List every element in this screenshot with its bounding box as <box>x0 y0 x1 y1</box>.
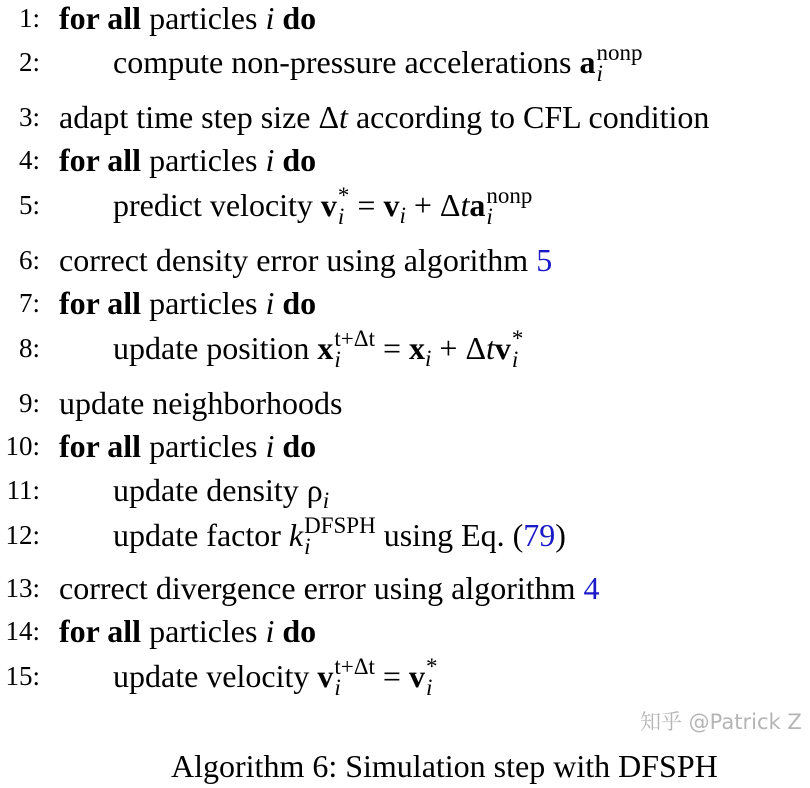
text-segment: for all <box>59 613 142 649</box>
line-text <box>59 383 343 423</box>
math-symbol: x <box>317 330 334 366</box>
math-subsup <box>304 515 376 557</box>
algorithm-line <box>0 40 810 86</box>
reference-link[interactable]: 4 <box>583 570 600 606</box>
text-segment: according to CFL condition <box>347 99 710 135</box>
line-number: 13: <box>5 573 40 603</box>
line-text <box>59 568 600 608</box>
math-subsup <box>512 328 524 370</box>
line-number: 4: <box>18 145 40 175</box>
line-number: 6: <box>18 245 40 275</box>
algorithm-line <box>0 97 810 137</box>
line-number: 8: <box>18 333 40 363</box>
text-segment: do <box>282 0 317 36</box>
text-segment: update neighborhoods <box>59 385 343 421</box>
algorithm-caption: Algorithm 6: Simulation step with DFSPH <box>171 748 718 784</box>
algorithm-line <box>0 183 810 229</box>
subscript: i <box>425 675 433 700</box>
superscript: * <box>337 183 350 208</box>
line-number: 11: <box>6 475 40 505</box>
text-segment: compute non-pressure accelerations <box>113 44 580 80</box>
algorithm-line <box>0 513 810 559</box>
line-text <box>113 42 642 84</box>
line-number: 15: <box>5 661 40 691</box>
text-segment: i <box>265 142 275 178</box>
superscript: nonp <box>596 40 643 65</box>
algorithm-line <box>0 283 810 323</box>
text-segment: i <box>265 613 275 649</box>
superscript: t+Δt <box>334 654 375 679</box>
subscript: i <box>486 204 493 229</box>
algorithm-line <box>0 240 810 280</box>
algorithm-line <box>0 654 810 700</box>
subscript: i <box>425 346 432 371</box>
text-segment: for all <box>59 142 142 178</box>
algorithm-line <box>0 0 810 38</box>
superscript: DFSPH <box>304 513 376 538</box>
line-text <box>59 283 316 323</box>
text-segment: particles <box>141 613 266 649</box>
line-number: 9: <box>18 388 40 418</box>
subscript: i <box>337 204 345 229</box>
text-segment: do <box>282 613 317 649</box>
text-segment: update velocity <box>113 658 318 694</box>
subscript: i <box>334 675 341 700</box>
text-segment: for all <box>59 428 142 464</box>
math-symbol: a <box>469 187 486 223</box>
math-subsup <box>338 185 350 227</box>
text-segment: particles <box>141 428 266 464</box>
text-segment: + Δ <box>405 187 461 223</box>
text-segment: particles <box>141 0 266 36</box>
subscript: i <box>322 488 330 513</box>
line-number: 3: <box>18 102 40 132</box>
line-number: 1: <box>18 3 40 33</box>
math-symbol: v <box>494 330 511 366</box>
text-segment: update factor <box>113 517 289 553</box>
text-segment: + Δ <box>431 330 487 366</box>
algorithm-line <box>0 383 810 423</box>
math-symbol: x <box>409 330 426 366</box>
math-symbol: update density ρ <box>113 472 323 508</box>
text-segment: particles <box>141 142 266 178</box>
math-subsup <box>334 328 375 370</box>
line-text <box>59 240 552 280</box>
math-symbol: v <box>408 658 425 694</box>
math-symbol: v <box>320 187 337 223</box>
text-segment: do <box>282 142 317 178</box>
algorithm-line <box>0 140 810 180</box>
algorithm-line <box>0 611 810 651</box>
text-segment: i <box>265 285 275 321</box>
superscript: t+Δt <box>334 326 375 351</box>
subscript: i <box>596 61 603 86</box>
line-text <box>113 185 532 227</box>
line-text <box>113 515 566 557</box>
line-text <box>59 0 316 38</box>
text-segment: i <box>265 0 275 36</box>
text-segment: ) <box>555 517 566 553</box>
math-subsup <box>426 656 438 698</box>
text-segment: i <box>265 428 275 464</box>
text-segment: = <box>374 330 410 366</box>
algorithm-line <box>0 470 810 513</box>
text-segment: using Eq. ( <box>375 517 524 553</box>
reference-link[interactable]: 79 <box>523 517 556 553</box>
math-symbol: a <box>579 44 596 80</box>
text-segment: t <box>486 330 495 366</box>
text-segment: adapt time step size Δ <box>59 99 340 135</box>
math-symbol: v <box>317 658 334 694</box>
math-symbol: k <box>288 517 304 553</box>
line-text <box>59 97 709 137</box>
superscript: * <box>425 654 438 679</box>
text-segment: do <box>282 285 317 321</box>
superscript: * <box>511 326 524 351</box>
line-text <box>113 470 330 513</box>
subscript: i <box>304 534 311 559</box>
line-text <box>113 328 523 370</box>
algorithm-line <box>0 568 810 608</box>
text-segment: update position <box>113 330 318 366</box>
math-subsup <box>334 656 375 698</box>
line-number: 5: <box>18 190 40 220</box>
text-segment: particles <box>141 285 266 321</box>
line-number: 7: <box>18 288 40 318</box>
line-text <box>59 611 316 651</box>
math-symbol: v <box>383 187 400 223</box>
text-segment: for all <box>59 0 142 36</box>
text-segment: = <box>349 187 384 223</box>
reference-link[interactable]: 5 <box>536 242 553 278</box>
subscript: i <box>511 347 519 372</box>
line-number: 2: <box>18 47 40 77</box>
text-segment: do <box>282 428 317 464</box>
text-segment: = <box>374 658 409 694</box>
superscript: nonp <box>486 183 533 208</box>
line-text <box>113 656 437 698</box>
math-subsup <box>596 42 642 84</box>
line-number: 14: <box>5 616 40 646</box>
line-text <box>59 140 316 180</box>
subscript: i <box>399 203 406 228</box>
text-segment: correct density error using algorithm <box>59 242 537 278</box>
watermark: 知乎 @Patrick Z <box>640 710 802 734</box>
algorithm-line <box>0 426 810 466</box>
math-subsup <box>486 185 532 227</box>
line-number: 12: <box>5 520 40 550</box>
text-segment: t <box>460 187 470 223</box>
line-text <box>59 426 316 466</box>
text-segment: for all <box>59 285 142 321</box>
line-number: 10: <box>5 431 40 461</box>
algorithm-line <box>0 326 810 372</box>
subscript: i <box>334 347 341 372</box>
text-segment: t <box>339 99 348 135</box>
text-segment: correct divergence error using algorithm <box>59 570 584 606</box>
text-segment: predict velocity <box>113 187 321 223</box>
